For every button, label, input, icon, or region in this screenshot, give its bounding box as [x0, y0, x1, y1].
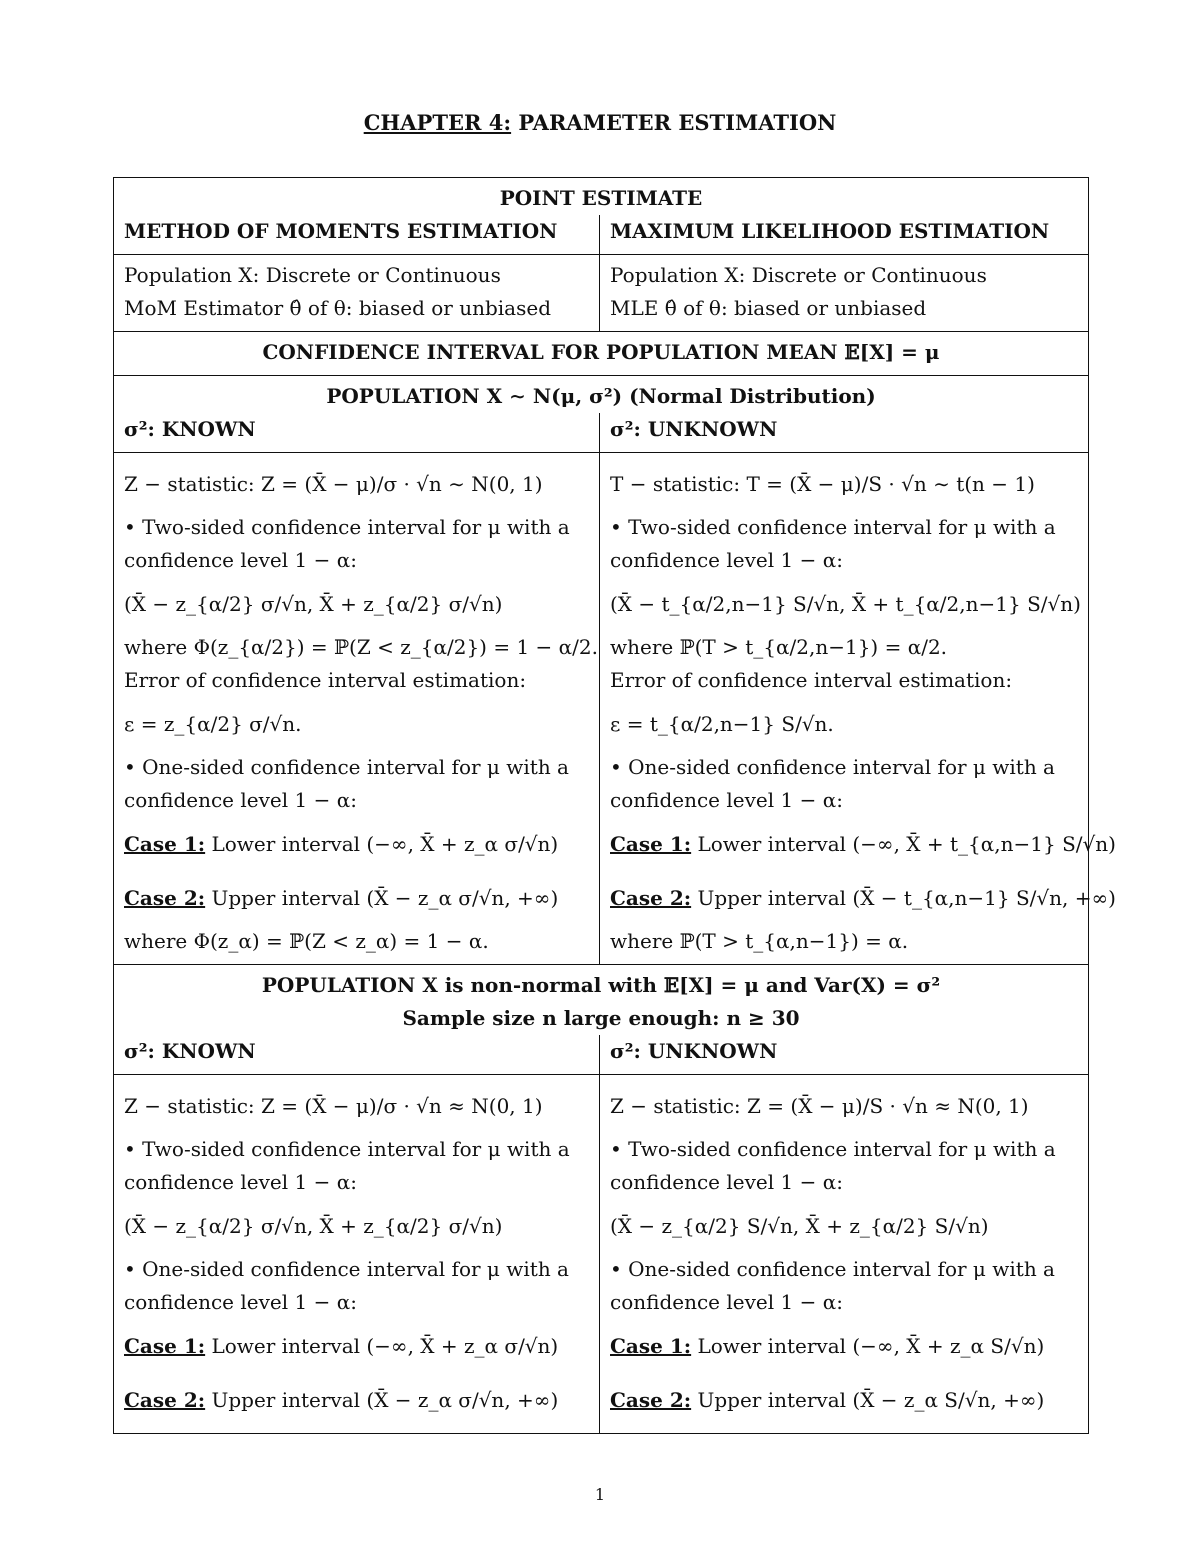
point-estimate-header: POINT ESTIMATE — [499, 186, 703, 210]
z-statistic: Z − statistic: Z = (X̄ − μ)/σ · √n ≈ N(0, 1) — [124, 1094, 543, 1118]
two-sided-interval: (X̄ − t_{α/2,n−1} S/√n, X̄ + t_{α/2,n−1} S/√n) — [610, 592, 1081, 616]
confidence-level-line: confidence level 1 − α: — [610, 1290, 843, 1314]
formula-table — [113, 177, 1116, 1434]
normal-header: POPULATION X ∼ N(μ, σ²) (Normal Distribution) — [114, 376, 1089, 414]
two-sided-line: • Two-sided confidence interval for μ with a — [610, 1137, 1056, 1161]
case-1-label: Case 1: — [610, 832, 692, 856]
case-2-label: Case 2: — [124, 886, 206, 910]
method-body-row — [114, 255, 1089, 332]
chapter-title: PARAMETER ESTIMATION — [518, 110, 837, 135]
case-1-formula: Lower interval (−∞, X̄ + t_{α,n−1} S/√n) — [697, 832, 1116, 856]
confidence-level-line: confidence level 1 − α: — [610, 548, 843, 572]
case-1-line — [124, 817, 589, 871]
case-1-formula: Lower interval (−∞, X̄ + z_α σ/√n) — [211, 1334, 559, 1358]
normal-subheads-row — [114, 413, 1089, 453]
chapter-label: CHAPTER 4: — [363, 110, 512, 135]
case-2-label: Case 2: — [610, 1388, 692, 1412]
nonnormal-known-heading: σ²: KNOWN — [114, 1035, 600, 1075]
page-number: 1 — [594, 1485, 606, 1504]
quantile-definition-2: where Φ(z_α) = ℙ(Z < z_α) = 1 − α. — [124, 929, 489, 953]
one-sided-line: • One-sided confidence interval for μ with a — [124, 755, 569, 779]
case-2-line — [124, 871, 589, 925]
case-1-line — [124, 1319, 589, 1373]
mom-population: Population X: Discrete or Continuous — [124, 263, 501, 287]
ci-header-row — [114, 332, 1089, 376]
nonnormal-subheads-row — [114, 1035, 1089, 1075]
case-1-line — [610, 1319, 1078, 1373]
case-2-line — [124, 1373, 589, 1427]
confidence-level-line: confidence level 1 − α: — [610, 788, 843, 812]
mom-cell — [114, 255, 600, 332]
nonnormal-unknown-cell — [600, 1075, 1089, 1434]
normal-known-heading: σ²: KNOWN — [114, 413, 600, 453]
confidence-level-line: confidence level 1 − α: — [124, 1170, 357, 1194]
quantile-definition: where Φ(z_{α/2}) = ℙ(Z < z_{α/2}) = 1 − α/2. — [124, 635, 598, 659]
nonnormal-body-row — [114, 1075, 1089, 1434]
confidence-level-line: confidence level 1 − α: — [610, 1170, 843, 1194]
ci-header: CONFIDENCE INTERVAL FOR POPULATION MEAN 𝔼[X] = μ — [114, 332, 1089, 376]
mle-heading: MAXIMUM LIKELIHOOD ESTIMATION — [600, 215, 1089, 255]
error-formula: ε = t_{α/2,n−1} S/√n. — [610, 712, 834, 736]
case-1-label: Case 1: — [610, 1334, 692, 1358]
mle-estimator: MLE θ̂ of θ: biased or unbiased — [610, 296, 927, 320]
error-label: Error of confidence interval estimation: — [610, 668, 1013, 692]
method-heads-row — [114, 215, 1089, 255]
case-2-line — [610, 871, 1116, 925]
case-1-label: Case 1: — [124, 1334, 206, 1358]
case-2-formula: Upper interval (X̄ − z_α σ/√n, +∞) — [211, 1388, 559, 1412]
quantile-definition: where ℙ(T > t_{α/2,n−1}) = α/2. — [610, 635, 948, 659]
case-1-formula: Lower interval (−∞, X̄ + z_α S/√n) — [697, 1334, 1045, 1358]
z-statistic: Z − statistic: Z = (X̄ − μ)/S · √n ≈ N(0, 1) — [610, 1094, 1029, 1118]
case-2-label: Case 2: — [124, 1388, 206, 1412]
two-sided-line: • Two-sided confidence interval for μ with a — [124, 515, 570, 539]
one-sided-line: • One-sided confidence interval for μ with a — [124, 1257, 569, 1281]
case-2-formula: Upper interval (X̄ − z_α S/√n, +∞) — [697, 1388, 1045, 1412]
point-estimate-header-row — [114, 178, 1089, 216]
one-sided-line: • One-sided confidence interval for μ with a — [610, 1257, 1055, 1281]
error-formula: ε = z_{α/2} σ/√n. — [124, 712, 302, 736]
case-2-formula: Upper interval (X̄ − t_{α,n−1} S/√n, +∞) — [697, 886, 1116, 910]
confidence-level-line: confidence level 1 − α: — [124, 548, 357, 572]
two-sided-line: • Two-sided confidence interval for μ with a — [124, 1137, 570, 1161]
z-statistic: Z − statistic: Z = (X̄ − μ)/σ · √n ∼ N(0, 1) — [124, 472, 543, 496]
mle-cell — [600, 255, 1089, 332]
normal-unknown-heading: σ²: UNKNOWN — [600, 413, 1089, 453]
case-1-line — [610, 817, 1116, 871]
two-sided-interval: (X̄ − z_{α/2} S/√n, X̄ + z_{α/2} S/√n) — [610, 1214, 989, 1238]
error-label: Error of confidence interval estimation: — [124, 668, 527, 692]
case-1-label: Case 1: — [124, 832, 206, 856]
nonnormal-unknown-heading: σ²: UNKNOWN — [600, 1035, 1089, 1075]
normal-known-cell — [114, 453, 600, 965]
normal-unknown-cell — [600, 453, 1116, 965]
t-statistic: T − statistic: T = (X̄ − μ)/S · √n ∼ t(n − 1) — [610, 472, 1035, 496]
nonnormal-header: POPULATION X is non-normal with 𝔼[X] = μ and Var(X) = σ² — [261, 973, 941, 997]
normal-body-row — [114, 453, 1089, 965]
case-2-line — [610, 1373, 1078, 1427]
nonnormal-known-cell — [114, 1075, 600, 1434]
two-sided-interval: (X̄ − z_{α/2} σ/√n, X̄ + z_{α/2} σ/√n) — [124, 592, 503, 616]
confidence-level-line: confidence level 1 − α: — [124, 788, 357, 812]
case-2-label: Case 2: — [610, 886, 692, 910]
confidence-level-line: confidence level 1 − α: — [124, 1290, 357, 1314]
mle-population: Population X: Discrete or Continuous — [610, 263, 987, 287]
normal-header-row — [114, 376, 1089, 414]
two-sided-interval: (X̄ − z_{α/2} σ/√n, X̄ + z_{α/2} σ/√n) — [124, 1214, 503, 1238]
page-title — [0, 110, 1200, 135]
one-sided-line: • One-sided confidence interval for μ with a — [610, 755, 1055, 779]
sample-size-note: Sample size n large enough: n ≥ 30 — [402, 1006, 800, 1030]
nonnormal-header-row — [114, 965, 1089, 1036]
two-sided-line: • Two-sided confidence interval for μ with a — [610, 515, 1056, 539]
mom-estimator: MoM Estimator θ̂ of θ: biased or unbiased — [124, 296, 552, 320]
case-1-formula: Lower interval (−∞, X̄ + z_α σ/√n) — [211, 832, 559, 856]
mom-heading: METHOD OF MOMENTS ESTIMATION — [114, 215, 600, 255]
case-2-formula: Upper interval (X̄ − z_α σ/√n, +∞) — [211, 886, 559, 910]
quantile-definition-2: where ℙ(T > t_{α,n−1}) = α. — [610, 929, 909, 953]
